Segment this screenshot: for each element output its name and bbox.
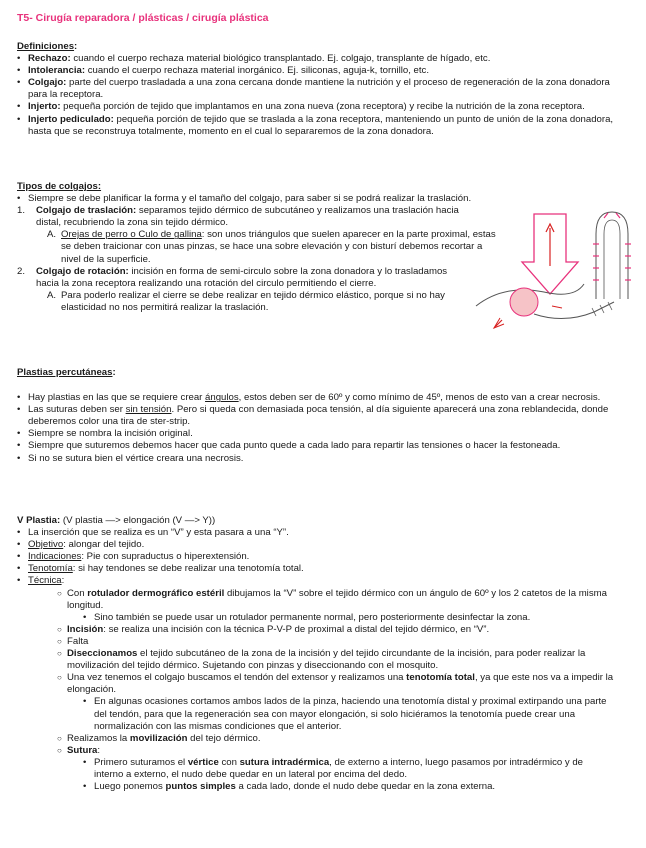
rotation-incision [534, 302, 614, 319]
tecnica-substep: • Luego ponemos puntos simples a cada lado, donde el nudo debe quedar en la zona externa. [83, 781, 593, 793]
list-item: • Siempre que suturemos debemos hacer que cada punto quede a cada lado para repartir las tensiones o hacer la festoneada. [17, 440, 617, 452]
colgajo-rotacion: 2. Colgajo de rotación: incisión en forma de semi-circulo sobre la zona donadora y lo trasladamos hacia la zona receptora realizando una rotación del circulo permitiendo el cierre. [17, 265, 448, 289]
incision-ticks [592, 302, 612, 316]
tecnica-step: ○ Falta [57, 636, 617, 648]
list-item: • Indicaciones: Pie con supraductus o hiperextensión. [17, 551, 617, 563]
list-item: • Intolerancia: cuando el cuerpo rechaza material inorgánico. Ej. siliconas, aguja-k, tornillo, etc. [17, 65, 617, 77]
vplastia-section: V Plastia: (V plastia —> elongación (V —> Y)) • La inserción que se realiza es un “V” y esta pasara a una “Y”. • Objetivo: alongar del tejido. • Indicaciones: Pie con supraductus o hiperextensión. • Tenotomía: si hay tendones se debe realizar una tenotomía total. • Técnica: ○ Con rotulador dermográfico estéril dibujamos la “V” sobre el tejido dérmico con un ángulo de 60º y los 2 catetos de la misma longitud. • Sino también se puede usar un rotulador permanente normal, pero posteriormente desinfectar la zona. ○ Incisión: se realiza una incisión con la técnica P-V-P de proximal a distal del tejido dérmico, en “V”. ○ Falta ○ Diseccionamos el tejido subcutáneo de la zona de la incisión y del tejido circundante de la incisión, para poder realizar la movilización del tejido dérmico. Sujetando con pinzas y diseccionando con el mosquito. ○ Una vez tenemos el colgajo buscamos el tendón del extensor y realizamos una tenotomía total, ya que este nos va a impedir la elongación. • En algunas ocasiones cortamos ambos lados de la pinza, haciendo una tenotomía distal y proximal extirpando una parte del tendón, para que la regeneración sea con mayor elongación, si solo hiciéramos la tenotomía puede crear una normalización con las mismas condiciones que el anterior. ○ Realizamos la movilización del tejo dérmico. ○ Sutura: • Primero suturamos el vértice con sutura intradérmica, de externo a interno, luego pasamos por intradérmico y de interno a externo, el nudo debe quedar en un lateral por encima del dedo. • Luego ponemos puntos simples a cada lado, donde el nudo debe quedar en la zona externa. [17, 515, 617, 793]
plastias-section: Plastias percutáneas: • Hay plastias en las que se requiere crear ángulos, estos deben ser de 60º y como mínimo de 45º, menos de esto van a crear necrosis. • Las suturas deben ser sin tensión. Pero si queda con demasiada poca tensión, al día siguiente aparecerá una zona reblandecida, donde deberemos color una tira de ster-strip. • Siempre se nombra la incisión original. • Siempre que suturemos debemos hacer que cada punto quede a cada lado para repartir las tensiones o hacer la festoneada. • Si no se sutura bien el vértice creara una necrosis. [17, 367, 617, 465]
list-item: • Técnica: [17, 575, 617, 587]
definiciones-section: Definiciones: • Rechazo: cuando el cuerpo rechaza material biológico transplantado. Ej. colgajo, transplante de hígado, etc. • Intolerancia: cuando el cuerpo rechaza material inorgánico. Ej. siliconas, aguja-k, tornillo, etc. • Colgajo: parte del cuerpo trasladada a una zona cercana donde mantiene la nutrición y el proceso de regeneración de la zona donadora para la receptora. • Injerto: pequeña porción de tejido que implantamos en una zona nueva (zona receptora) y recibe la nutrición de la zona receptora. • Injerto pediculado: pequeña porción de tejido que se traslada a la zona receptora, manteniendo un punto de unión de la zona donadora, hasta que se reconstruya totalmente, momento en el cual lo separaremos de la zona donadora. [17, 41, 617, 138]
tecnica-substep: • Primero suturamos el vértice con sutura intradérmica, de externo a interno, luego pasamos por intradérmico y de interno a externo, el nudo debe quedar en un lateral por encima del dedo. [83, 757, 593, 781]
rotacion-nota: A. Para poderlo realizar el cierre se debe realizar en tejido dérmico elástico, porque si no hay elasticidad no nos permitirá realizar la traslación. [47, 289, 445, 313]
definiciones-heading: Definiciones [17, 41, 75, 52]
list-item: • Tenotomía: si hay tendones se debe realizar una tenotomía total. [17, 563, 617, 575]
tecnica-substep: • En algunas ocasiones cortamos ambos lados de la pinza, haciendo una tenotomía distal y proximal extirpando una parte del tendón, para que la regeneración sea con mayor elongación, si solo hiciéramos la tenotomía puede crear una normalización con las mismas condiciones que el anterior. [83, 696, 617, 732]
receptor-circle [510, 288, 538, 316]
list-item: • Si no se sutura bien el vértice creara una necrosis. [17, 453, 617, 465]
finger-inner [604, 220, 620, 299]
plastias-heading: Plastias percutáneas [17, 367, 113, 378]
tecnica-step: ○ Sutura: [57, 745, 617, 757]
list-item: • Colgajo: parte del cuerpo trasladada a una zona cercana donde mantiene la nutrición y el proceso de regeneración de la zona donadora para la receptora. [17, 77, 617, 101]
finger-outline [596, 212, 628, 299]
suture-marks [593, 213, 631, 280]
tecnica-step: ○ Realizamos la movilización del tejo dérmico. [57, 733, 617, 745]
list-item: • Siempre se debe planificar la forma y el tamaño del colgajo, para saber si se podrá realizar la traslación. [17, 193, 617, 205]
colgajos-heading: Tipos de colgajos: [17, 181, 102, 192]
list-item: • Las suturas deben ser sin tensión. Pero si queda con demasiada poca tensión, al día siguiente aparecerá una zona reblandecida, donde deberemos color una tira de ster-strip. [17, 404, 617, 428]
colgajo-traslacion: 1. Colgajo de traslación: separamos tejido dérmico de subcutáneo y realizamos una traslación hacia distal, recubriendo la zona sin tejido dérmico. [17, 205, 459, 229]
tecnica-step: ○ Incisión: se realiza una incisión con la técnica P-V-P de proximal a distal del tejido dérmico, en “V”. [57, 624, 617, 636]
list-item: • Objetivo: alongar del tejido. [17, 539, 617, 551]
vplastia-heading: V Plastia: [17, 515, 61, 526]
list-item: • La inserción que se realiza es un “V” y esta pasara a una “Y”. [17, 527, 617, 539]
list-item: • Siempre se nombra la incisión original. [17, 428, 617, 440]
tecnica-substep: • Sino también se puede usar un rotulador permanente normal, pero posteriormente desinfectar la zona. [83, 612, 617, 624]
colgajo-illustration [474, 204, 638, 344]
list-item: • Rechazo: cuando el cuerpo rechaza material biológico transplantado. Ej. colgajo, transplante de hígado, etc. [17, 53, 617, 65]
list-item: • Hay plastias en las que se requiere crear ángulos, estos deben ser de 60º y como mínimo de 45º, menos de esto van a crear necrosis. [17, 392, 617, 404]
rotation-mark [552, 306, 562, 308]
tecnica-step: ○ Diseccionamos el tejido subcutáneo de la zona de la incisión y del tejido circundante de la incisión, para poder realizar la movilización del tejido dérmico. Sujetando con pinzas y diseccionando con el mosquito. [57, 648, 617, 672]
tecnica-step: ○ Con rotulador dermográfico estéril dibujamos la “V” sobre el tejido dérmico con un ángulo de 60º y los 2 catetos de la misma longitud. [57, 588, 617, 612]
list-item: • Injerto: pequeña porción de tejido que implantamos en una zona nueva (zona receptora) y recibe la nutrición de la zona receptora. [17, 101, 617, 113]
orejas-de-perro: A. Orejas de perro o Culo de gallina: son unos triángulos que suelen aparecer en la parte proximal, estas se deben traicionar con unas pinzas, se hace una sobre elevación y con bisturí debemos recortar a nivel de la superficie. [47, 229, 496, 265]
list-item: • Injerto pediculado: pequeña porción de tejido que se traslada a la zona receptora, manteniendo un punto de unión de la zona donadora, hasta que se reconstruya totalmente, momento en el cual lo separaremos de la zona donadora. [17, 114, 617, 138]
tecnica-step: ○ Una vez tenemos el colgajo buscamos el tendón del extensor y realizamos una tenotomía total, ya que este nos va a impedir la elongación. [57, 672, 617, 696]
page-title: T5- Cirugía reparadora / plásticas / cirugía plástica [17, 12, 269, 24]
